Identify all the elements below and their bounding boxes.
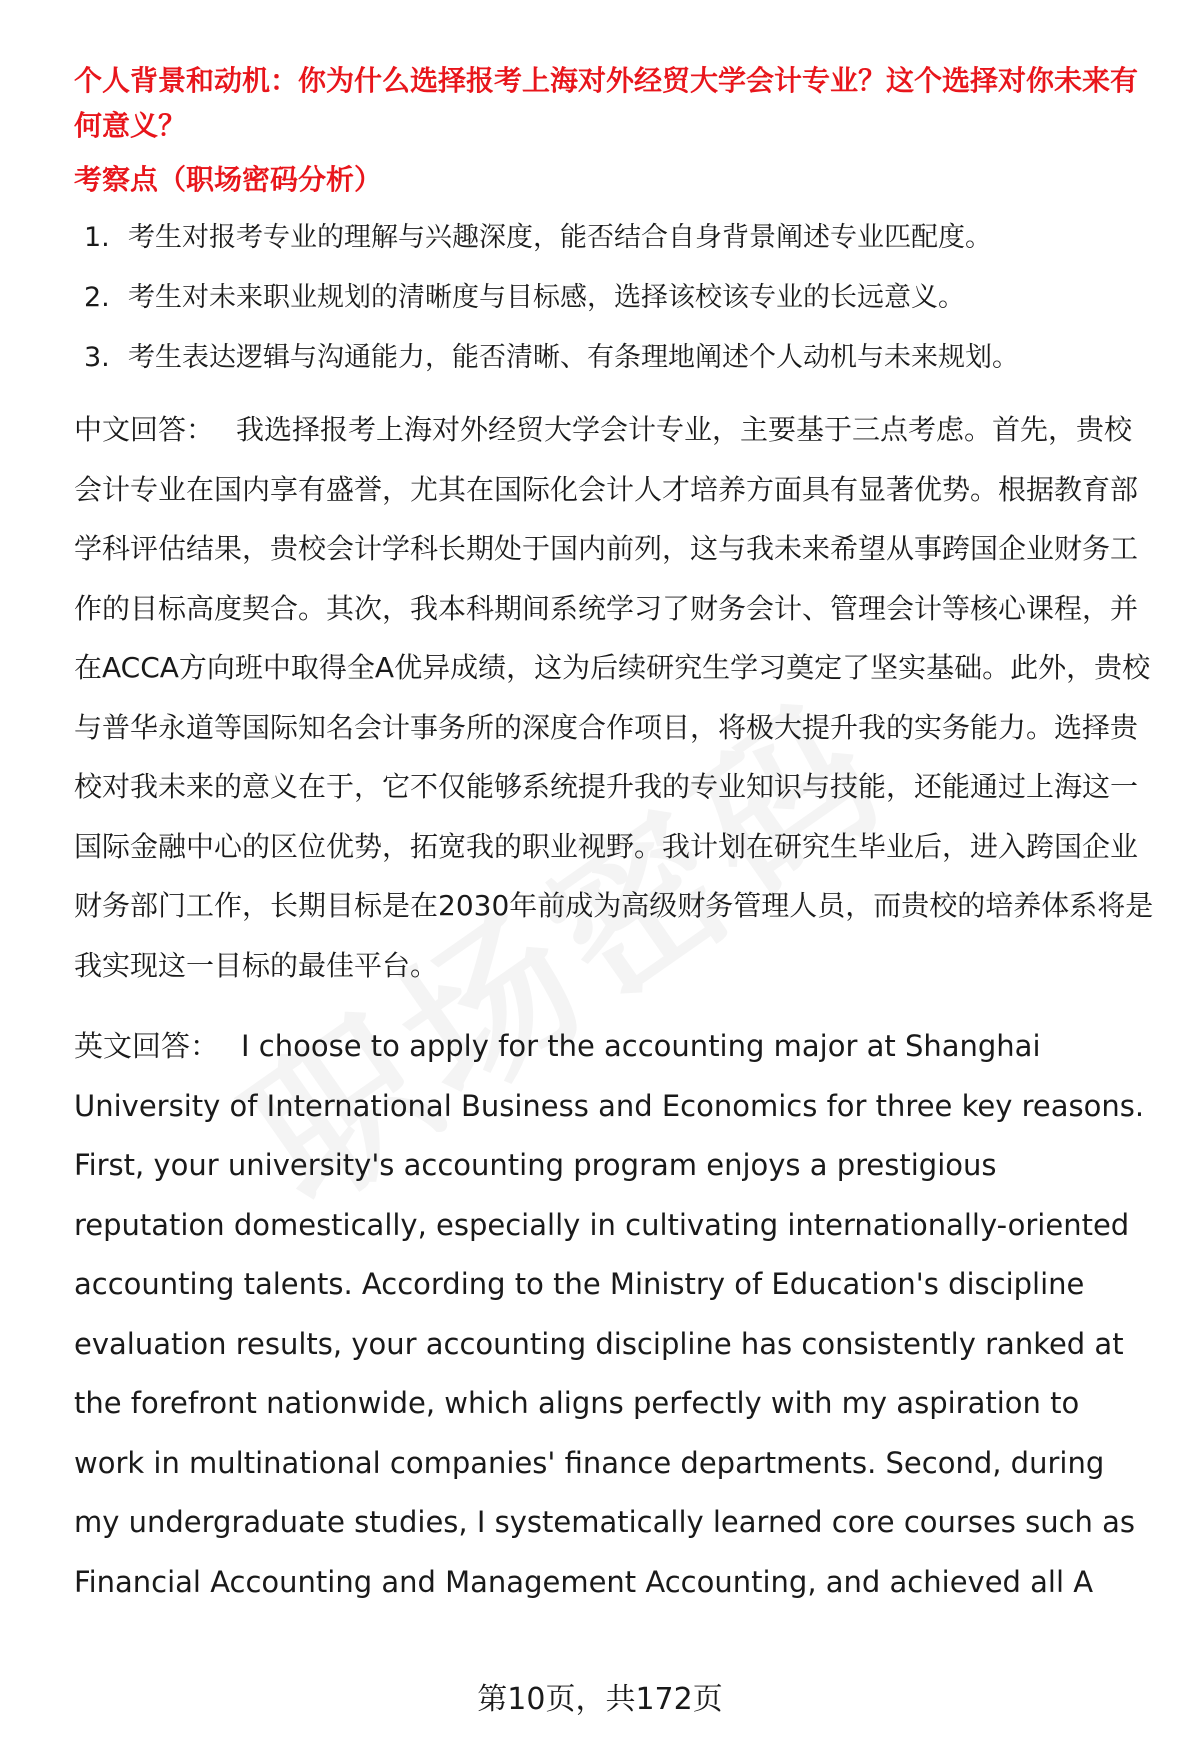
chinese-answer-label: 中文回答：	[74, 413, 215, 446]
focus-points-list	[74, 218, 1156, 378]
chinese-answer	[74, 400, 1156, 995]
english-answer-text: I choose to apply for the accounting major at Shanghai University of International Business and Economics for three key reasons. First, your university's accounting program enjoys a prestigious reputation domestically, especially in cultivating internationally-oriented accounting talents. According to the Ministry of Education's discipline evaluation results, your accounting discipline has consistently ranked at the forefront nationwide, which aligns perfectly with my aspiration to work in multinational companies' finance departments. Second, during my undergraduate studies, I systematically learned core courses such as Financial Accounting and Management Accounting, and achieved all A	[74, 1029, 1145, 1599]
list-item-text: 考生表达逻辑与沟通能力，能否清晰、有条理地阐述个人动机与未来规划。	[128, 342, 1019, 373]
focus-title: 考察点（职场密码分析）	[74, 163, 383, 196]
page-number-footer: 第10页，共172页	[477, 1682, 723, 1717]
question-heading: 个人背景和动机：你为什么选择报考上海对外经贸大学会计专业？这个选择对你未来有何意义？	[74, 64, 1139, 142]
content-area	[74, 58, 1156, 1612]
list-item-number: 1.	[84, 222, 110, 253]
english-answer	[74, 1017, 1156, 1612]
list-item	[74, 338, 1156, 378]
list-item-number: 2.	[84, 282, 110, 313]
list-item-text: 考生对未来职业规划的清晰度与目标感，选择该校该专业的长远意义。	[128, 282, 965, 313]
english-answer-label: 英文回答：	[74, 1029, 220, 1063]
chinese-answer-text: 我选择报考上海对外经贸大学会计专业，主要基于三点考虑。首先，贵校会计专业在国内享有盛誉，尤其在国际化会计人才培养方面具有显著优势。根据教育部学科评估结果，贵校会计学科长期处于国内前列，这与我未来希望从事跨国企业财务工作的目标高度契合。其次，我本科期间系统学习了财务会计、管理会计等核心课程，并在ACCA方向班中取得全A优异成绩，这为后续研究生学习奠定了坚实基础。此外，贵校与普华永道等国际知名会计事务所的深度合作项目，将极大提升我的实务能力。选择贵校对我未来的意义在于，它不仅能够系统提升我的专业知识与技能，还能通过上海这一国际金融中心的区位优势，拓宽我的职业视野。我计划在研究生毕业后，进入跨国企业财务部门工作，长期目标是在2030年前成为高级财务管理人员，而贵校的培养体系将是我实现这一目标的最佳平台。	[74, 413, 1154, 982]
list-item-text: 考生对报考专业的理解与兴趣深度，能否结合自身背景阐述专业匹配度。	[128, 222, 992, 253]
list-item	[74, 218, 1156, 258]
list-item-number: 3.	[84, 342, 110, 373]
list-item	[74, 278, 1156, 318]
